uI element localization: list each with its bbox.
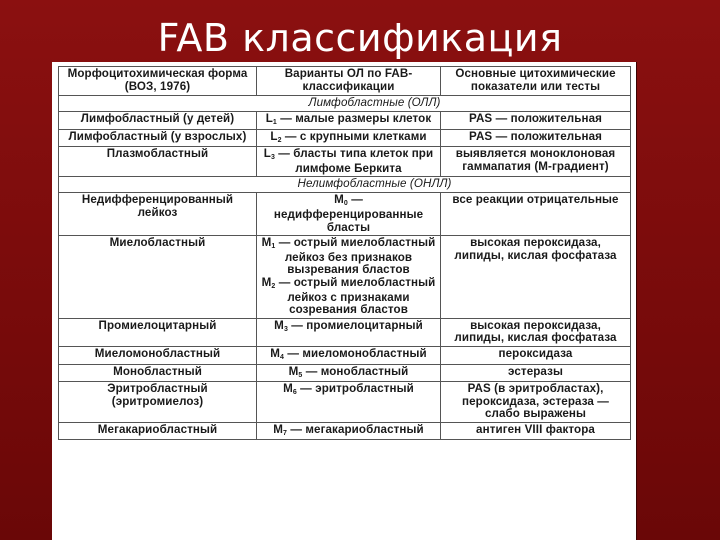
cell-tests: антиген VIII фактора: [441, 422, 631, 440]
cell-form: Миелобластный: [59, 236, 257, 319]
cell-form: Промиелоцитарный: [59, 318, 257, 346]
cell-variant: L3 — бласты типа клеток при лимфоме Беркита: [257, 147, 441, 177]
cell-form: Недифференцированный лейкоз: [59, 193, 257, 236]
cell-tests: пероксидаза: [441, 346, 631, 364]
group-row-all: [59, 96, 631, 112]
cell-tests: PAS (в эритробластах), пероксидаза, эстераза — слабо выражены: [441, 382, 631, 423]
group-label-all: Лимфобластные (ОЛЛ): [59, 96, 631, 112]
cell-tests: высокая пероксидаза, липиды, кислая фосфатаза: [441, 318, 631, 346]
cell-tests: PAS — положительная: [441, 129, 631, 147]
table-row: [59, 346, 631, 364]
header-variant: Варианты ОЛ по FAB-классификации: [257, 67, 441, 96]
cell-form: Эритробластный (эритромиелоз): [59, 382, 257, 423]
cell-variant: L2 — с крупными клетками: [257, 129, 441, 147]
table-row: [59, 318, 631, 346]
cell-variant: L1 — малые размеры клеток: [257, 112, 441, 130]
cell-form: Монобластный: [59, 364, 257, 382]
table-header-row: [59, 67, 631, 96]
header-tests: Основные цитохимические показатели или тесты: [441, 67, 631, 96]
table-row: [59, 236, 631, 319]
table-row: [59, 193, 631, 236]
table-row: [59, 364, 631, 382]
table-row: [59, 129, 631, 147]
cell-tests: все реакции отрицательные: [441, 193, 631, 236]
table-sheet: [52, 62, 636, 540]
cell-variant: M1 — острый миелобластный лейкоз без признаков вызревания бластов M2 — острый миелобластный лейкоз с признаками созревания бластов: [257, 236, 441, 319]
cell-form: Мегакариобластный: [59, 422, 257, 440]
cell-form: Плазмобластный: [59, 147, 257, 177]
cell-variant: M3 — промиелоцитарный: [257, 318, 441, 346]
cell-form: Лимфобластный (у детей): [59, 112, 257, 130]
slide-title: FAB классификация: [157, 16, 563, 60]
table-row: [59, 147, 631, 177]
cell-tests: PAS — положительная: [441, 112, 631, 130]
header-form: Морфоцитохимическая форма (ВОЗ, 1976): [59, 67, 257, 96]
cell-variant: M4 — миеломонобластный: [257, 346, 441, 364]
cell-tests: высокая пероксидаза, липиды, кислая фосфатаза: [441, 236, 631, 319]
group-row-anll: [59, 177, 631, 193]
table-row: [59, 382, 631, 423]
cell-form: Миеломонобластный: [59, 346, 257, 364]
cell-form: Лимфобластный (у взрослых): [59, 129, 257, 147]
cell-variant: M0 — недифференцированные бласты: [257, 193, 441, 236]
cell-variant: M5 — монобластный: [257, 364, 441, 382]
cell-variant: M7 — мегакариобластный: [257, 422, 441, 440]
table-row: [59, 422, 631, 440]
table-row: [59, 112, 631, 130]
fab-classification-table: [58, 66, 631, 440]
cell-variant: M6 — эритробластный: [257, 382, 441, 423]
cell-tests: эстеразы: [441, 364, 631, 382]
group-label-anll: Нелимфобластные (ОНЛЛ): [59, 177, 631, 193]
cell-tests: выявляется моноклоновая гаммапатия (М-градиент): [441, 147, 631, 177]
